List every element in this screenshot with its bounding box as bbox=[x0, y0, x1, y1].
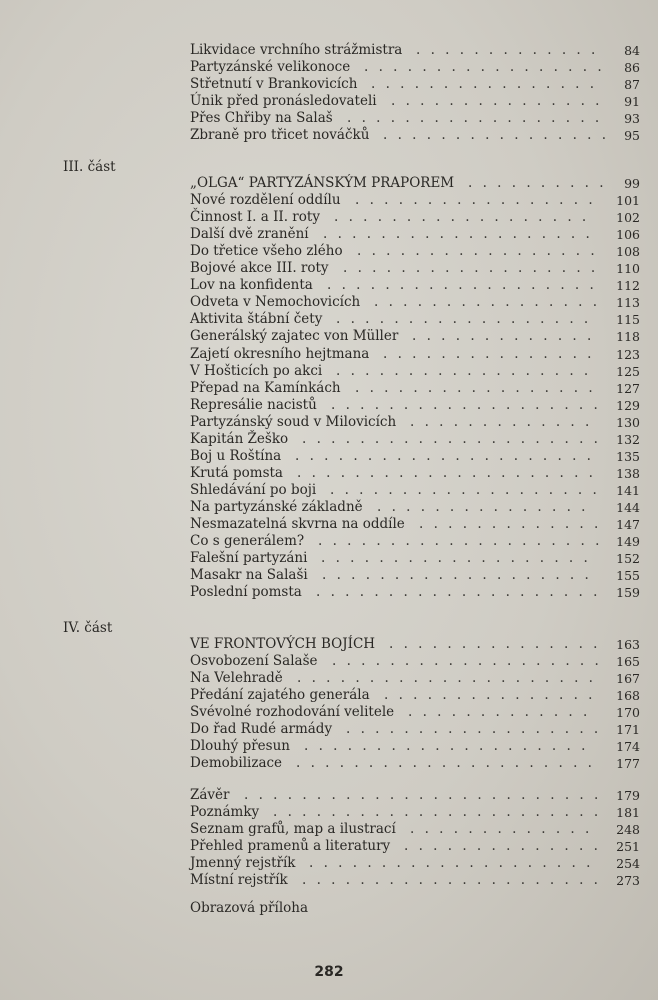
toc-entry-title: Do třetice všeho zlého bbox=[190, 243, 343, 260]
toc-entry-page: 170 bbox=[616, 705, 640, 720]
toc-entry bbox=[190, 397, 640, 414]
toc-entry-page: 99 bbox=[624, 176, 640, 191]
toc-leader-dots: . . . . . . . . . . . . . . . . . . . bbox=[323, 226, 593, 243]
toc-entry-title: Předání zajatého generála bbox=[190, 687, 370, 703]
toc-leader-dots: . . . . . . . . . . . . . bbox=[408, 704, 591, 720]
toc-entry bbox=[190, 804, 640, 821]
toc-entry-page: 108 bbox=[616, 244, 640, 260]
toc-leader-dots: . . . . . . . . . . . . . . . . . . . . . bbox=[297, 670, 596, 686]
toc-entry-page: 181 bbox=[616, 805, 640, 820]
toc-entry-page: 177 bbox=[616, 756, 640, 771]
toc-entry-page: 118 bbox=[616, 329, 640, 345]
toc-entry-title: VE FRONTOVÝCH BOJÍCH bbox=[190, 636, 376, 652]
toc-entry-page: 95 bbox=[624, 128, 640, 143]
toc-leader-dots: . . . . . . . . . . . . . . . . . bbox=[355, 192, 596, 209]
toc-entry-page: 125 bbox=[616, 363, 640, 379]
toc-entry-title: Závěr bbox=[190, 787, 230, 803]
toc-entry-page: 93 bbox=[624, 111, 640, 126]
toc-entry bbox=[190, 670, 640, 687]
toc-entry bbox=[190, 838, 640, 855]
toc-entry-title: Únik před pronásledovateli bbox=[190, 93, 377, 109]
toc-entry-title: Bojové akce III. roty bbox=[190, 260, 329, 277]
toc-leader-dots: . . . . . . . . . . . . . . . . . . . . bbox=[316, 584, 601, 601]
toc-entry-title: Činnost I. a II. roty bbox=[190, 209, 320, 226]
toc-entry bbox=[190, 499, 640, 516]
toc-leader-dots: . . . . . . . . . . . . . . . . . . . . . . . . . bbox=[244, 787, 602, 803]
toc-entry-title: Nové rozdělení oddílu bbox=[190, 192, 341, 209]
toc-entry-page: 147 bbox=[616, 517, 640, 532]
toc-entry-page: 129 bbox=[616, 397, 640, 413]
toc-entry bbox=[190, 311, 640, 328]
toc-entry-page: 174 bbox=[616, 739, 640, 754]
toc-entry-page: 91 bbox=[624, 94, 640, 109]
toc-entry-title: Nesmazatelná skvrna na oddíle bbox=[190, 516, 405, 532]
toc-entry-page: 130 bbox=[616, 414, 640, 430]
toc-leader-dots: . . . . . . . . . . . . . . . . . . bbox=[336, 362, 592, 379]
toc-entry-title: Zajetí okresního hejtmana bbox=[190, 345, 370, 362]
toc-leader-dots: . . . . . . . . . . . . . . . . . . . bbox=[321, 550, 591, 567]
toc-leader-dots: . . . . . . . . . . . . . . . bbox=[389, 636, 601, 652]
toc-entry bbox=[190, 363, 640, 380]
toc-entry bbox=[190, 127, 640, 144]
toc-entry-title: Boj u Roštína bbox=[190, 447, 282, 464]
toc-entry-title: Odveta v Nemochovicích bbox=[190, 294, 361, 311]
toc-leader-dots: . . . . . . . . . . . . . . . . bbox=[371, 76, 598, 92]
part-3-label: III. část bbox=[63, 159, 116, 175]
toc-leader-dots: . . . . . . . . . . . . . . . . . . . . . bbox=[296, 755, 595, 771]
toc-entry-page: 132 bbox=[616, 431, 640, 447]
toc-entry bbox=[190, 533, 640, 550]
toc-leader-dots: . . . . . . . . . . . . . . . . . . . bbox=[330, 481, 600, 498]
toc-entry-page: 84 bbox=[624, 43, 640, 58]
toc-entry-page: 87 bbox=[624, 77, 640, 92]
toc-entry-title: Místní rejstřík bbox=[190, 872, 288, 888]
part-4-label: IV. část bbox=[63, 620, 113, 636]
toc-entry-page: 167 bbox=[616, 671, 640, 686]
toc-entry-page: 115 bbox=[616, 312, 640, 328]
toc-entry-title: Falešní partyzáni bbox=[190, 550, 308, 567]
toc-entry bbox=[190, 431, 640, 448]
toc-entry bbox=[190, 872, 640, 889]
toc-entry bbox=[190, 465, 640, 482]
toc-leader-dots: . . . . . . . . . . . . . . . . . . . bbox=[322, 567, 592, 584]
toc-entry-page: 155 bbox=[616, 568, 640, 584]
toc-entry bbox=[190, 738, 640, 755]
toc-entry-title: V Hošticích po akci bbox=[190, 362, 323, 379]
toc-leader-dots: . . . . . . . . . . . . . . . . bbox=[383, 127, 610, 143]
toc-entry-title: Na partyzánské základně bbox=[190, 498, 363, 515]
toc-entry-title: Svévolné rozhodování velitele bbox=[190, 704, 395, 720]
toc-entry bbox=[190, 243, 640, 260]
toc-leader-dots: . . . . . . . . . . . . . . . . . . . . . bbox=[302, 430, 601, 447]
toc-entry-title: Represálie nacistů bbox=[190, 396, 317, 413]
toc-entry-title: Osvobození Salaše bbox=[190, 653, 318, 669]
toc-entry bbox=[190, 584, 640, 601]
toc-entry-page: 101 bbox=[616, 193, 640, 209]
toc-entry-page: 127 bbox=[616, 380, 640, 396]
toc-entry-page: 165 bbox=[616, 654, 640, 669]
toc-entry bbox=[190, 636, 640, 653]
toc-entry bbox=[190, 209, 640, 226]
toc-entry bbox=[190, 380, 640, 397]
toc-entry bbox=[190, 175, 640, 192]
toc-entry-title: Partyzánský soud v Milovicích bbox=[190, 413, 397, 430]
toc-entry bbox=[190, 93, 640, 110]
toc-entry-page: 159 bbox=[616, 585, 640, 601]
toc-entry bbox=[190, 482, 640, 499]
toc-entry bbox=[190, 277, 640, 294]
toc-entry bbox=[190, 192, 640, 209]
toc-entry-page: 106 bbox=[616, 227, 640, 243]
toc-entry bbox=[190, 346, 640, 363]
page-number: 282 bbox=[314, 964, 344, 980]
toc-entry bbox=[190, 294, 640, 311]
toc-entry-title: Přepad na Kamínkách bbox=[190, 379, 341, 396]
toc-entry-title: Poslední pomsta bbox=[190, 584, 302, 601]
toc-entry-page: 171 bbox=[616, 722, 640, 737]
toc-entry bbox=[190, 59, 640, 76]
toc-entry-page: 163 bbox=[616, 637, 640, 652]
toc-leader-dots: . . . . . . . . . . . . . . . . . . . bbox=[332, 653, 602, 669]
toc-entry-title: Seznam grafů, map a ilustrací bbox=[190, 821, 396, 837]
toc-entry bbox=[190, 328, 640, 345]
toc-entry bbox=[190, 414, 640, 431]
toc-entry-title: Jmenný rejstřík bbox=[190, 855, 296, 871]
toc-entry-page: 138 bbox=[616, 465, 640, 481]
toc-entry-title: Zbraně pro třicet nováčků bbox=[190, 127, 370, 143]
toc-entry-title: Na Velehradě bbox=[190, 670, 283, 686]
toc-entry bbox=[190, 448, 640, 465]
toc-entry-page: 112 bbox=[616, 278, 640, 294]
toc-leader-dots: . . . . . . . . . . . . . . . . . . . . . bbox=[302, 872, 601, 888]
toc-entry-page: 248 bbox=[616, 822, 640, 837]
toc-entry bbox=[190, 260, 640, 277]
toc-entry-title: Demobilizace bbox=[190, 755, 283, 771]
toc-entry-title: Poznámky bbox=[190, 804, 260, 820]
toc-leader-dots: . . . . . . . . . . . . . . . . . bbox=[357, 243, 598, 260]
toc-leader-dots: . . . . . . . . . . . . . bbox=[416, 42, 599, 58]
toc-leader-dots: . . . . . . . . . . . . . . . . . . . . . bbox=[297, 464, 596, 481]
toc-entry-title: Shledávání po boji bbox=[190, 481, 317, 498]
toc-entry-title: Partyzánské velikonoce bbox=[190, 59, 351, 75]
toc-leader-dots: . . . . . . . . . . . . . . . . . . . . bbox=[304, 738, 589, 754]
toc-leader-dots: . . . . . . . . . . . . . . . . . bbox=[355, 379, 596, 396]
toc-entry-title: Co s generálem? bbox=[190, 533, 305, 550]
toc-leader-dots: . . . . . . . . . . . . . . . bbox=[377, 498, 589, 515]
toc-entry-title: Přes Chřiby na Salaš bbox=[190, 110, 333, 126]
toc-entry bbox=[190, 550, 640, 567]
toc-entry-page: 273 bbox=[616, 873, 640, 888]
toc-entry bbox=[190, 567, 640, 584]
toc-entry-page: 113 bbox=[616, 295, 640, 311]
toc-leader-dots: . . . . . . . . . . . . . . . . . . . . bbox=[309, 855, 594, 871]
toc-leader-dots: . . . . . . . . . . . . . bbox=[410, 821, 593, 837]
toc-entry bbox=[190, 42, 640, 59]
toc-entry-page: 86 bbox=[624, 60, 640, 75]
toc-entry-title: Kapitán Žeško bbox=[190, 430, 289, 447]
toc-entry-page: 149 bbox=[616, 534, 640, 550]
toc-leader-dots: . . . . . . . . . . . . . . . bbox=[384, 687, 596, 703]
toc-entry-page: 168 bbox=[616, 688, 640, 703]
toc-entry-title: Střetnutí v Brankovicích bbox=[190, 76, 358, 92]
toc-leader-dots: . . . . . . . . . . . . . . . bbox=[383, 345, 595, 362]
toc-entry-title: Další dvě zranění bbox=[190, 226, 309, 243]
toc-leader-dots: . . . . . . . . . . . . . bbox=[410, 413, 593, 430]
toc-entry-title: Aktivita štábní čety bbox=[190, 311, 323, 328]
toc-entry-page: 141 bbox=[616, 482, 640, 498]
toc-entry bbox=[190, 653, 640, 670]
toc-entry-page: 254 bbox=[616, 856, 640, 871]
toc-leader-dots: . . . . . . . . . . bbox=[468, 175, 607, 191]
toc-leader-dots: . . . . . . . . . . . . . bbox=[419, 516, 602, 532]
toc-entry bbox=[190, 821, 640, 838]
toc-leader-dots: . . . . . . . . . . . . . . . . bbox=[374, 294, 601, 311]
toc-entry-page: 102 bbox=[616, 210, 640, 226]
toc-leader-dots: . . . . . . . . . . . . . . . . . . . bbox=[331, 396, 601, 413]
toc-entry bbox=[190, 110, 640, 127]
toc-leader-dots: . . . . . . . . . . . . . . . . . . bbox=[347, 110, 603, 126]
toc-entry bbox=[190, 787, 640, 804]
toc-entry-title: Masakr na Salaši bbox=[190, 567, 308, 584]
toc-entry-title: Do řad Rudé armády bbox=[190, 721, 333, 737]
toc-entry-page: 123 bbox=[616, 346, 640, 362]
toc-leader-dots: . . . . . . . . . . . . . . . . . . . . . bbox=[295, 447, 594, 464]
toc-entry-title: Likvidace vrchního strážmistra bbox=[190, 42, 403, 58]
toc-leader-dots: . . . . . . . . . . . . . bbox=[412, 328, 595, 345]
toc-entry-page: 144 bbox=[616, 499, 640, 515]
toc-leader-dots: . . . . . . . . . . . . . . . . . . bbox=[346, 721, 602, 737]
toc-leader-dots: . . . . . . . . . . . . . . . bbox=[391, 93, 603, 109]
toc-entry bbox=[190, 516, 640, 533]
toc-entry-page: 152 bbox=[616, 551, 640, 567]
toc-leader-dots: . . . . . . . . . . . . . . . . . . bbox=[336, 311, 592, 328]
toc-leader-dots: . . . . . . . . . . . . . . . . . . bbox=[334, 209, 590, 226]
toc-entry-title: Generálský zajatec von Müller bbox=[190, 328, 399, 345]
toc-entry bbox=[190, 755, 640, 772]
toc-entry-page: 110 bbox=[616, 261, 640, 277]
toc-leader-dots: . . . . . . . . . . . . . . bbox=[404, 838, 601, 854]
toc-entry bbox=[190, 226, 640, 243]
toc-entry-title: „OLGA“ PARTYZÁNSKÝM PRAPOREM bbox=[190, 175, 455, 191]
toc-entry-title: Krutá pomsta bbox=[190, 464, 283, 481]
toc-entry-title: Lov na konfidenta bbox=[190, 277, 313, 294]
toc-leader-dots: . . . . . . . . . . . . . . . . . bbox=[364, 59, 605, 75]
toc-entry-page: 135 bbox=[616, 448, 640, 464]
toc-entry bbox=[190, 687, 640, 704]
toc-entry bbox=[190, 855, 640, 872]
toc-leader-dots: . . . . . . . . . . . . . . . . . . . . bbox=[318, 533, 603, 550]
toc-entry-title: Přehled pramenů a literatury bbox=[190, 838, 391, 854]
toc-entry bbox=[190, 721, 640, 738]
toc-entry-page: 251 bbox=[616, 839, 640, 854]
toc-entry bbox=[190, 76, 640, 93]
toc-entry-page: 179 bbox=[616, 788, 640, 803]
toc-leader-dots: . . . . . . . . . . . . . . . . . . . . . . . bbox=[273, 804, 602, 820]
toc-leader-dots: . . . . . . . . . . . . . . . . . . bbox=[343, 260, 599, 277]
toc-entry bbox=[190, 704, 640, 721]
toc-leader-dots: . . . . . . . . . . . . . . . . . . . bbox=[327, 277, 597, 294]
toc-entry-title: Dlouhý přesun bbox=[190, 738, 290, 754]
image-supplement: Obrazová příloha bbox=[190, 900, 309, 916]
